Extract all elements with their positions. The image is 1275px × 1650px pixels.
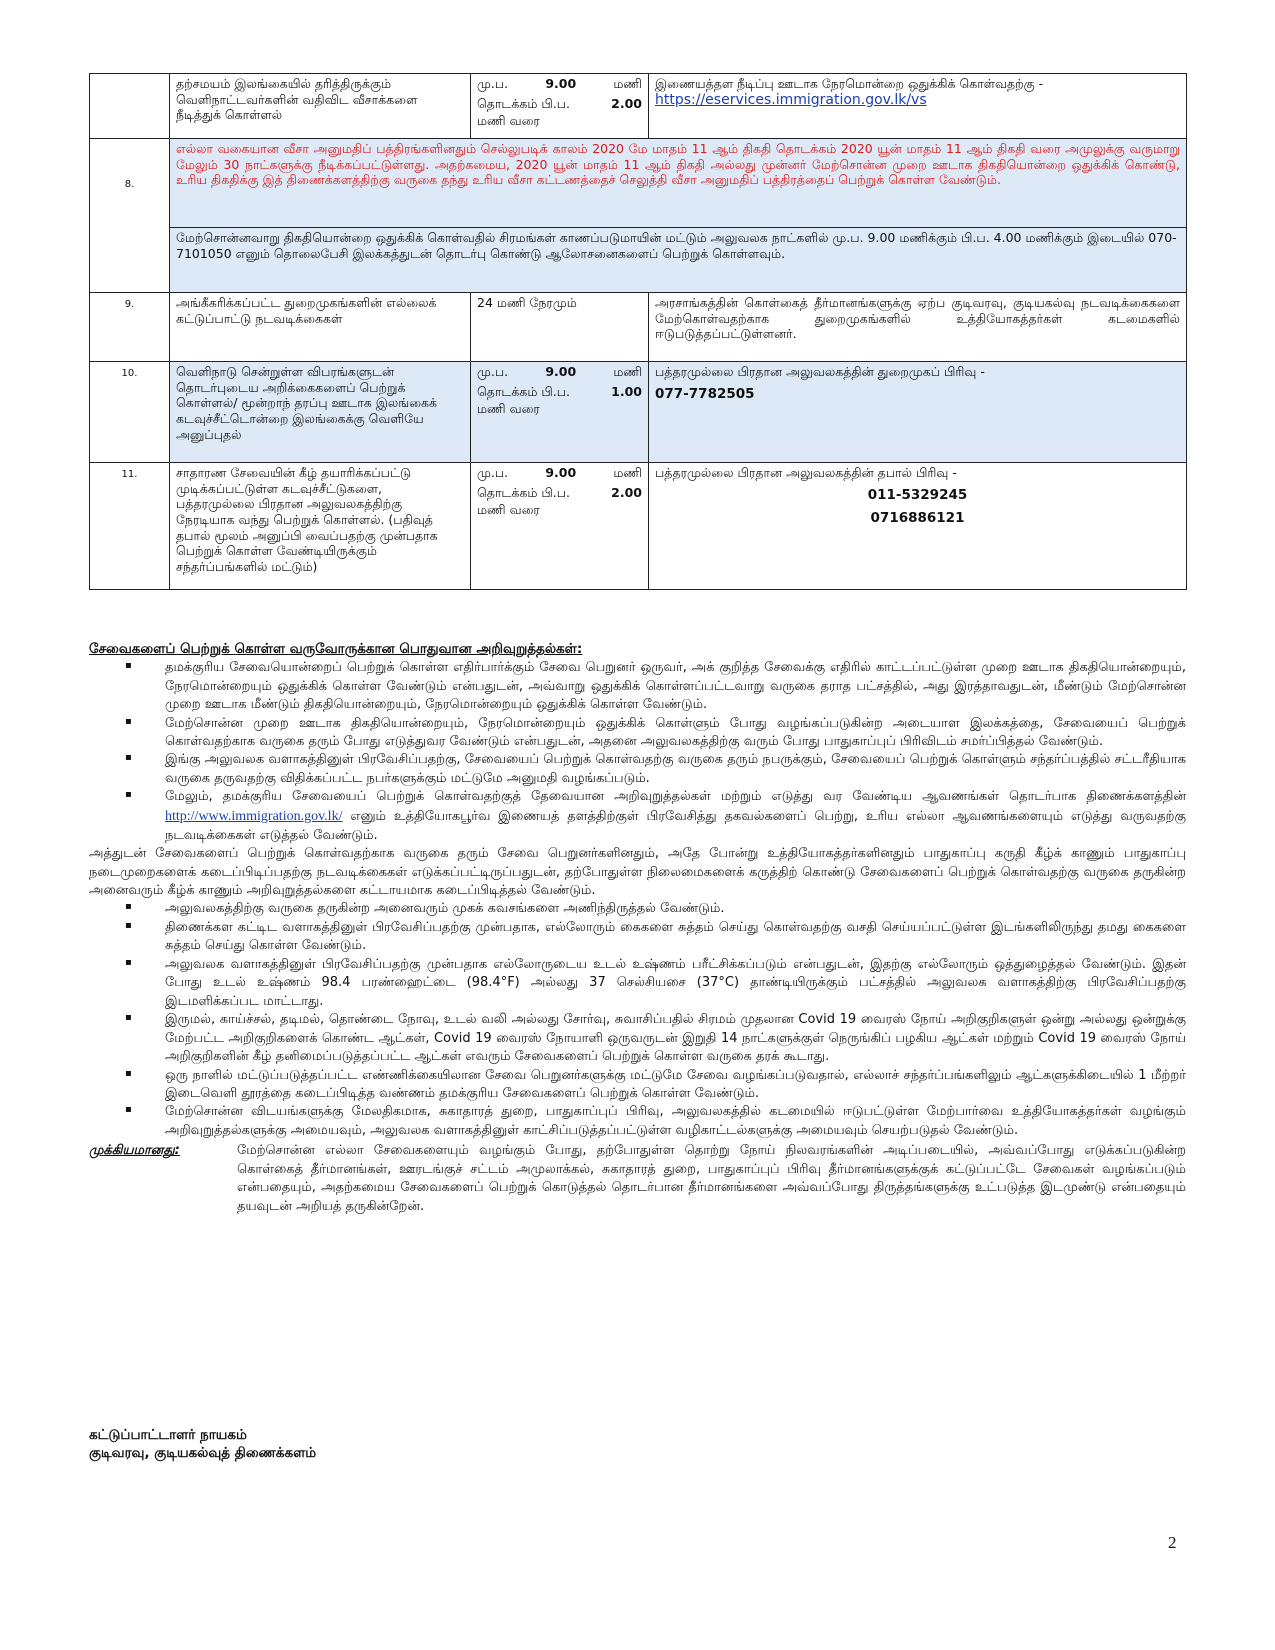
info-text: இணையத்தள நீடிப்பு ஊடாக நேரமொன்றை ஒதுக்கிக் கொள்வதற்கு -: [655, 76, 1044, 91]
page-number: 2: [1168, 1533, 1177, 1552]
service-cell: [170, 74, 471, 139]
table-row-10: [90, 362, 1187, 463]
time-start: 9.00: [545, 465, 577, 480]
time-cell: [471, 362, 649, 463]
list-item: ▪ மேற்சொன்ன விடயங்களுக்கு மேலதிகமாக, சுகாதாரத் துறை, பாதுகாப்புப் பிரிவு, அலுவலகத்தில் கடமையில் ஈடுபட்டுள்ள மேற்பார்வை உத்தியோகத்தர்கள் வழங்கும் அறிவுறுத்தல்களுக்கு அமையவும், அலுவலக வளாகத்தினுள் காட்சிப்படுத்தப்பட்டுள்ள வழிகாட்டல்களுக்கு அமையவும் செயற்படுதல் வேண்டும்.: [89, 1103, 1186, 1140]
list-item: ▪ தமக்குரிய சேவையொன்றைப் பெற்றுக் கொள்ள எதிர்பார்க்கும் சேவை பெறுனர் ஒருவர், அக் குறித்த சேவைக்கு எதிரில் காட்டப்பட்டுள்ள முறை ஊடாக திகதியொன்றையும், நேரமொன்றையும் ஒதுக்கிக் கொள்ள வேண்டும் என்பதுடன், அவ்வாறு ஒதுக்கிக் கொள்ளப்பட்டவாறு வருகை தராத பட்சத்தில், அது இரத்தாவதுடன், மீண்டும் மேற்சொன்ன முறை ஊடாக மீண்டும் திகதியொன்றையும், நேரமொன்றையும் ஒதுக்கிக் கொள்ள வேண்டும்.: [89, 659, 1186, 714]
list-item: [89, 788, 1186, 845]
visa-extension-notice: [170, 139, 1187, 228]
row-number-cell: [90, 293, 170, 362]
service-text: சாதாரண சேவையின் கீழ் தயாரிக்கப்பட்டு முடிக்கப்பட்டுள்ள கடவுச்சீட்டுகளை, பத்தரமுல்லை பிரதான அலுவலகத்திற்கு நேரடியாக வந்து பெற்றுக் கொள்ளல். (பதிவுத் தபால் மூலம் அனுப்பி வைப்பதற்கு முன்பதாக பெற்றுக் கொள்ள வேண்டியிருக்கும் சந்தர்ப்பங்களில் மட்டும்): [176, 465, 438, 574]
time-start: 9.00: [545, 76, 577, 91]
time-am: மு.ப.: [477, 76, 509, 91]
info-text: அரசாங்கத்தின் கொள்கைத் தீர்மானங்களுக்கு ஏற்ப குடிவரவு, குடியகல்வு நடவடிக்கைகளை மேற்கொள்வதற்காக துறைமுகங்களில் உத்தியோகத்தர்கள் கடமைகளில் ஈடுபடுத்தப்பட்டுள்ளனர்.: [655, 295, 1180, 342]
service-cell: [170, 362, 471, 463]
time-end: 1.00: [611, 383, 642, 399]
department-name: குடிவரவு, குடியகல்வுத் திணைக்களம்: [89, 1445, 317, 1462]
time-unit: மணி: [613, 76, 642, 91]
table-row: [90, 74, 1187, 139]
important-text: மேற்சொன்ன எல்லா சேவைகளையும் வழங்கும் போது, தற்போதுள்ள தொற்று நோய் நிலவரங்களின் அடிப்படையில், அவ்வப்போது எடுக்கப்படுகின்ற கொள்கைத் தீர்மானங்கள், ஊரடங்குச் சட்டம் அமுலாக்கல், சுகாதாரத் துறை, பாதுகாப்புப் பிரிவு தீர்மானங்களுக்குக் கட்டுப்பட்டே சேவைகள் வழங்கப்படும் என்பதையும், அதற்கமைய சேவைகளைப் பெற்றுக் கொடுத்தல் தொடர்பான தீர்மானங்களை அவ்வப்போது திருத்தங்களுக்கு உட்படுத்த இடமுண்டு என்பதையும் தயவுடன் அறியத் தருகின்றேன்.: [237, 1143, 1186, 1214]
time-unit: மணி: [613, 465, 642, 480]
list-item: ▪ அலுவலகத்திற்கு வருகை தருகின்ற அனைவரும் முகக் கவசங்களை அணிந்திருத்தல் வேண்டும்.: [89, 900, 1186, 918]
time-unit: மணி: [613, 364, 642, 379]
list-item: ▪ ஒரு நாளில் மட்டுப்படுத்தப்பட்ட எண்ணிக்கையிலான சேவை பெறுனர்களுக்கு மட்டுமே சேவை வழங்கப்படுவதால், எல்லாச் சந்தர்ப்பங்களிலும் ஆட்களுக்கிடையில் 1 மீற்றர் இடைவெளி தூரத்தை கடைப்பிடித்த வண்ணம் தமக்குரிய சேவைகளைப் பெற்றுக் கொள்ள வேண்டும்.: [89, 1067, 1186, 1104]
row-number: 10.: [121, 368, 138, 379]
row-number: 9.: [124, 299, 135, 310]
time-from-pm: தொடக்கம் பி.ப.: [477, 95, 571, 111]
info-text: பத்தரமுல்லை பிரதான அலுவலகத்தின் துறைமுகப் பிரிவு -: [655, 364, 985, 379]
info-cell: [649, 74, 1187, 139]
general-instructions: [89, 640, 1186, 1216]
row-number-cell: [90, 362, 170, 463]
instructions-list-2: [89, 900, 1186, 1140]
list-item: ▪ மேற்சொன்ன முறை ஊடாக திகதியொன்றையும், நேரமொன்றையும் ஒதுக்கிக் கொள்ளும் போது வழங்கப்படுகின்ற அடையாள இலக்கத்தை, சேவையைப் பெற்றுக் கொள்வதற்காக வருகை தரும் போது எடுத்துவர வேண்டும் என்பதுடன், அதனை அலுவலகத்திற்கு வரும் போது பாதுகாப்புப் பிரிவிடம் சமர்ப்பித்தல் வேண்டும்.: [89, 715, 1186, 752]
important-label: முக்கியமானது:: [89, 1143, 180, 1159]
table-row-8: [90, 139, 1187, 228]
time-am: மு.ப.: [477, 364, 509, 379]
table-row-9: [90, 293, 1187, 362]
table-row-8-contact: [90, 228, 1187, 293]
signatory-title: கட்டுப்பாட்டாளர் நாயகம்: [89, 1427, 247, 1443]
time-until: மணி வரை: [477, 502, 540, 518]
row-number-cell: [90, 139, 170, 293]
phone-number-1: 011-5329245: [867, 486, 968, 503]
time-end: 2.00: [611, 95, 642, 111]
row-number: 8.: [124, 179, 135, 190]
time-from-pm: தொடக்கம் பி.ப.: [477, 383, 571, 399]
visa-contact-text: மேற்சொன்னவாறு திகதியொன்றை ஒதுக்கிக் கொள்வதில் சிரமங்கள் காணப்படுமாயின் மட்டும் அலுவலக நாட்களில் மு.ப. 9.00 மணிக்கும் பி.ப. 4.00 மணிக்கும் இடையில் 070-7101050 எனும் தொலைபேசி இலக்கத்துடன் தொடர்பு கொண்டு ஆலோசனைகளைப் பெற்றுக் கொள்ளவும்.: [176, 230, 1177, 261]
signature-block: [89, 1426, 316, 1462]
service-cell: [170, 463, 471, 590]
row-number: 11.: [121, 469, 138, 480]
time-until: மணி வரை: [477, 113, 540, 129]
table-row-11: [90, 463, 1187, 590]
immigration-website-link[interactable]: http://www.immigration.gov.lk/: [165, 808, 343, 824]
time-cell: [471, 463, 649, 590]
instructions-list-1: [89, 659, 1186, 845]
list-item: ▪ திணைக்கள கட்டிட வளாகத்தினுள் பிரவேசிப்பதற்கு முன்பதாக, எல்லோரும் கைகளை சுத்தம் செய்து கொள்வதற்கு வசதி செய்யப்பட்டுள்ள இடங்களிலிருந்து தமது கைகளை சுத்தம் செய்து கொள்ள வேண்டும்.: [89, 919, 1186, 956]
time-cell: [471, 293, 649, 362]
phone-number-2: 0716886121: [870, 509, 965, 526]
service-text: தற்சமயம் இலங்கையில் தரித்திருக்கும் வெளிநாட்டவர்களின் வதிவிட வீசாக்களை நீடித்துக் கொள்ளல்: [176, 76, 418, 123]
list-item: ▪ அலுவலக வளாகத்தினுள் பிரவேசிப்பதற்கு முன்பதாக எல்லோருடைய உடல் உஷ்ணம் பரீட்சிக்கப்படும் என்பதுடன், இதற்கு எல்லோரும் ஒத்துழைத்தல் வேண்டும். இதன் போது உடல் உஷ்ணம் 98.4 பரண்ஹைட்டை (98.4°F) அல்லது 37 செல்சியசை (37°C) தாண்டியிருக்கும் பட்சத்தில் அலுவலக வளாகத்திற்கு பிரவேசிப்பதற்கு இடமளிக்கப்பட மாட்டாது.: [89, 956, 1186, 1011]
service-cell: [170, 293, 471, 362]
info-text: பத்தரமுல்லை பிரதான அலுவலகத்தின் தபால் பிரிவு -: [655, 465, 957, 480]
time-am: மு.ப.: [477, 465, 509, 480]
time-until: மணி வரை: [477, 401, 540, 417]
time-end: 2.00: [611, 484, 642, 500]
info-cell: [649, 293, 1187, 362]
important-note: [89, 1142, 1186, 1216]
list-item: ▪ இருமல், காய்ச்சல், தடிமல், தொண்டை நோவு, உடல் வலி அல்லது சோர்வு, சுவாசிப்பதில் சிரமம் முதலான Covid 19 வைரஸ் நோய் அறிகுறிகளுள் ஒன்று அல்லது ஒன்றுக்கு மேற்பட்ட அறிகுறிகளைக் கொண்ட ஆட்கள், Covid 19 வைரஸ் நோயாளி ஒருவருடன் இறுதி 14 நாட்களுக்குள் நெருங்கிப் பழகிய ஆட்கள் மற்றும் Covid 19 வைரஸ் நோய் அறிகுறிகளின் கீழ் தனிமைப்படுத்தப்பட்ட ஆட்கள் எவரும் சேவைகளைப் பெற்றுக் கொள்ள வருகை தரக் கூடாது.: [89, 1011, 1186, 1066]
time-text: 24 மணி நேரமும்: [477, 295, 577, 310]
visa-extension-text: எல்லா வகையான வீசா அனுமதிப் பத்திரங்களினதும் செல்லுபடிக் காலம் 2020 மே மாதம் 11 ஆம் திகதி தொடக்கம் 2020 யூன் மாதம் 11 ஆம் திகதி வரை அமுலுக்கு வருமாறு மேலும் 30 நாட்களுக்கு நீடிக்கப்பட்டுள்ளது. அதற்கமைய, 2020 யூன் மாதம் 11 ஆம் திகதி அல்லது முன்னர் மேற்சொன்ன முறை ஊடாக திகதியொன்றை ஒதுக்கிக் கொண்டு, உரிய திகதிக்கு இத் திணைக்களத்திற்கு வருகை தந்து உரிய வீசா கட்டணத்தைச் செலுத்தி வீசா அனுமதிப் பத்திரத்தைப் பெற்றுக் கொள்ள வேண்டும்.: [176, 141, 1180, 188]
visa-contact-notice: [170, 228, 1187, 293]
row-number-cell: [90, 463, 170, 590]
service-text: அங்கீகரிக்கப்பட்ட துறைமுகங்களின் எல்லைக் கட்டுப்பாட்டு நடவடிக்கைகள்: [176, 295, 437, 326]
instructions-heading: சேவைகளைப் பெற்றுக் கொள்ள வருவோருக்கான பொதுவான அறிவுறுத்தல்கள்:: [89, 641, 583, 657]
service-text: வெளிநாடு சென்றுள்ள விபரங்களுடன் தொடர்புடைய அறிக்கைகளைப் பெற்றுக் கொள்ளல்/ மூன்றாந் தரப்பு ஊடாக இலங்கைக் கடவுச்சீட்டொன்றை இலங்கைக்கு வெளியே அனுப்புதல்: [176, 364, 438, 442]
time-from-pm: தொடக்கம் பி.ப.: [477, 484, 571, 500]
phone-number: 077-7782505: [655, 385, 755, 402]
info-cell: [649, 463, 1187, 590]
eservices-link[interactable]: https://eservices.immigration.gov.lk/vs: [655, 91, 927, 108]
time-start: 9.00: [545, 364, 577, 379]
info-cell: [649, 362, 1187, 463]
list-item: ▪ இங்கு அலுவலக வளாகத்தினுள் பிரவேசிப்பதற்கு, சேவையைப் பெற்றுக் கொள்வதற்கு வருகை தரும் நபருக்கும், சேவையைப் பெற்றுக் கொள்ளும் சந்தர்ப்பத்தில் சட்டரீதியாக வருகை தருவதற்கு விதிக்கப்பட்ட நபர்களுக்கும் மட்டுமே அனுமதி வழங்கப்படும்.: [89, 751, 1186, 788]
safety-paragraph: அத்துடன் சேவைகளைப் பெற்றுக் கொள்வதற்காக வருகை தரும் சேவை பெறுனர்களினதும், அதே போன்று உத்தியோகத்தர்களினதும் பாதுகாப்பு கருதி கீழ்க் காணும் பாதுகாப்பு நடைமுறைகளைக் கடைப்பிடிப்பதற்கு நடவடிக்கைகள் எடுக்கப்பட்டிருப்பதுடன், தற்போதுள்ள நிலைமைகளைக் கருத்திற் கொண்டு சேவைகளைப் பெற்றுக் கொள்வதற்கு வருகை தருகின்ற அனைவரும் கீழ்க் காணும் அறிவுறுத்தல்களை கட்டாயமாக கடைப்பிடித்தல் வேண்டும்.: [89, 846, 1186, 899]
list-item-text: மேலும், தமக்குரிய சேவையைப் பெற்றுக் கொள்வதற்குத் தேவையான அறிவுறுத்தல்கள் மற்றும் எடுத்து வர வேண்டிய ஆவணங்கள் தொடர்பாக திணைக்களத்தின்: [165, 789, 1186, 805]
services-table: [89, 73, 1187, 590]
row-number-cell: [90, 74, 170, 139]
list-item-text: எனும் உத்தியோகபூர்வ இணையத் தளத்திற்குள் பிரவேசித்து தகவல்களைப் பெற்று, உரிய எல்லா ஆவணங்களையும் எடுத்து வருவதற்கு நடவடிக்கைகள் எடுத்தல் வேண்டும்.: [165, 808, 1186, 843]
time-cell: [471, 74, 649, 139]
